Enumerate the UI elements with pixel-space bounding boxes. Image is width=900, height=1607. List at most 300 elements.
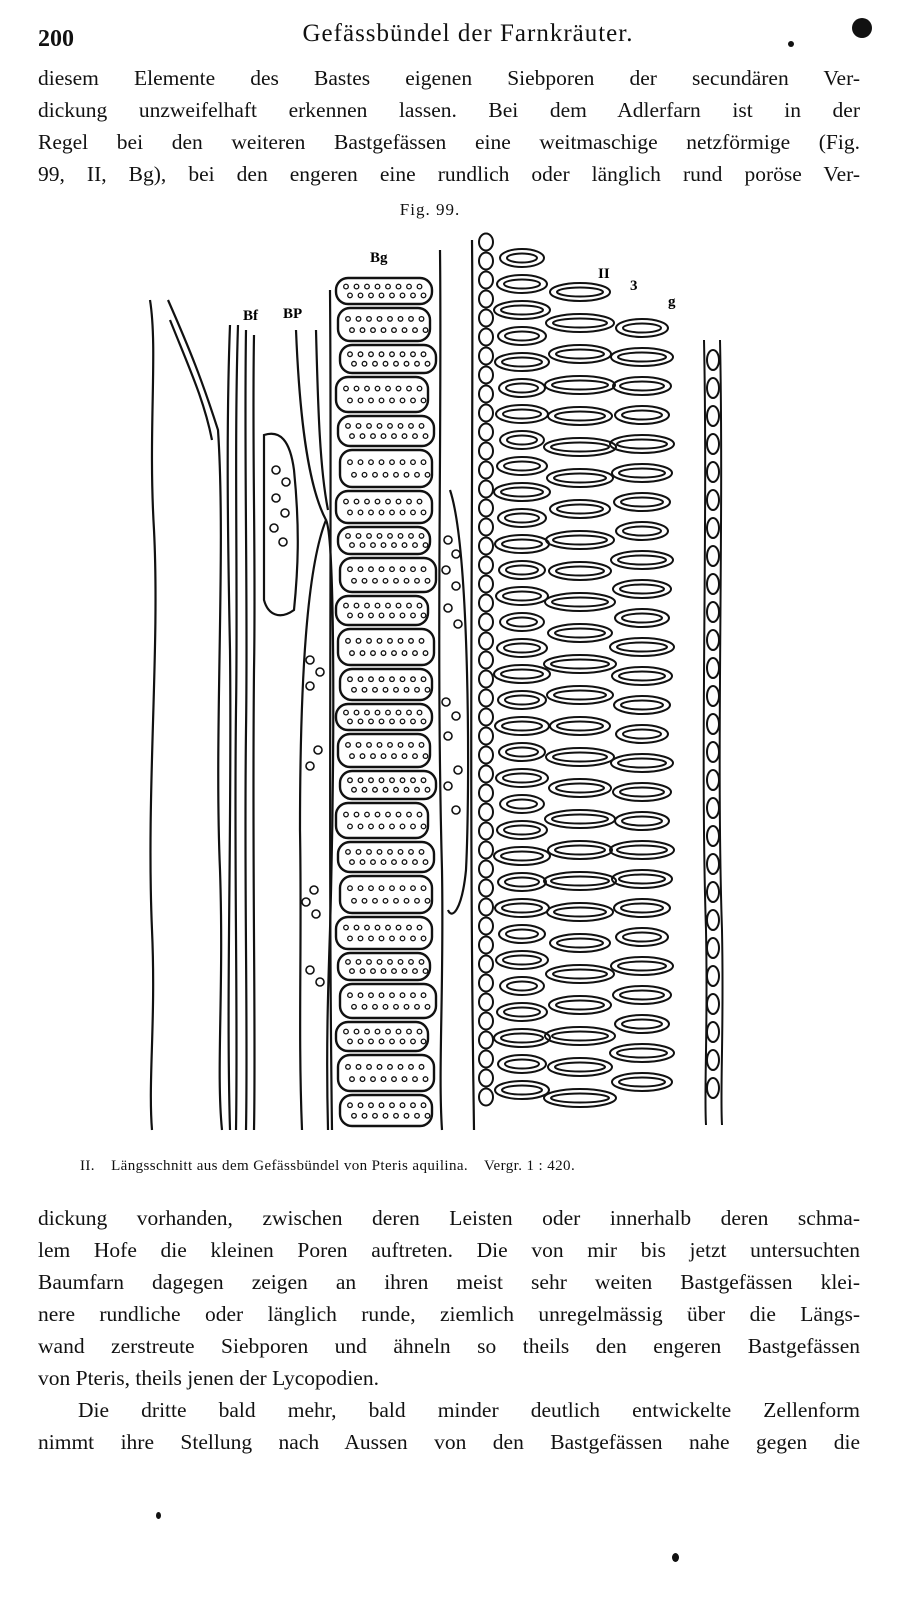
border-cell (707, 1022, 719, 1042)
sieve-pore (356, 850, 361, 855)
sieve-pore (419, 960, 424, 965)
sieve-pore (390, 398, 395, 403)
sieve-cell (340, 1095, 432, 1126)
sieve-pore (407, 499, 412, 504)
sieve-pore (417, 284, 422, 289)
sieve-pore (421, 719, 426, 724)
sieve-cell (338, 734, 430, 767)
sieve-pore (358, 398, 363, 403)
sieve-pore (348, 719, 353, 724)
pit-inner (554, 908, 606, 917)
pit-outer (494, 665, 550, 683)
pit-inner (553, 319, 607, 328)
sieve-pore (369, 778, 374, 783)
sieve-pore (398, 850, 403, 855)
pit-inner (504, 462, 540, 471)
bead-cell (479, 652, 493, 669)
sieve-pore (348, 567, 353, 572)
sieve-pore (400, 936, 405, 941)
pit-outer (494, 301, 550, 319)
pit-outer (549, 345, 611, 363)
pit-outer (495, 353, 549, 371)
pit-inner (505, 514, 539, 523)
pore (302, 898, 310, 906)
sieve-pore (362, 787, 367, 792)
pit-inner (622, 411, 662, 420)
sieve-pore (390, 886, 395, 891)
sieve-pore (419, 743, 424, 748)
sieve-pore (369, 719, 374, 724)
pit-inner (501, 852, 543, 861)
sieve-pore (396, 499, 401, 504)
border-cell (707, 714, 719, 734)
sieve-pore (348, 677, 353, 682)
pore (279, 538, 287, 546)
cell-wall-line (439, 250, 442, 1130)
sieve-pore (421, 778, 426, 783)
sieve-pore (411, 719, 416, 724)
sieve-pore (413, 1077, 418, 1082)
sieve-pore (379, 567, 384, 572)
sieve-pore (377, 639, 382, 644)
sieve-pore (373, 898, 378, 903)
sieve-pore (421, 677, 426, 682)
bead-cell (479, 329, 493, 346)
label-ii: II (598, 266, 610, 282)
sieve-pore (352, 578, 357, 583)
sieve-cell (338, 527, 430, 554)
sieve-pore (388, 639, 393, 644)
sieve-pore (381, 434, 386, 439)
sieve-pore (407, 710, 412, 715)
sieve-pore (360, 543, 365, 548)
sieve-pore (369, 613, 374, 618)
sieve-pore (409, 960, 414, 965)
sieve-pore (344, 603, 349, 608)
pit-inner (555, 629, 605, 638)
pit-inner (556, 350, 604, 359)
sieve-pore (358, 510, 363, 515)
pit-outer (613, 986, 671, 1004)
sieve-pore (362, 578, 367, 583)
sieve-cell (336, 917, 432, 949)
sieve-pore (352, 1004, 357, 1009)
sieve-pore (354, 499, 359, 504)
sieve-pore (354, 386, 359, 391)
sieve-pore (383, 472, 388, 477)
sieve-pore (394, 472, 399, 477)
border-cell (707, 574, 719, 594)
pore (444, 604, 452, 612)
sieve-pore (390, 993, 395, 998)
sieve-pore (413, 328, 418, 333)
sieve-pore (390, 1039, 395, 1044)
sieve-pore (352, 1113, 357, 1118)
bead-cell (479, 823, 493, 840)
pit-outer (544, 438, 616, 456)
sieve-pore (419, 1065, 424, 1070)
sieve-pore (356, 743, 361, 748)
pit-inner (506, 384, 538, 393)
sieve-pore (423, 543, 428, 548)
pit-inner (503, 410, 541, 419)
bead-cell (479, 1051, 493, 1068)
cell-wall-line (150, 300, 156, 1130)
sieve-pore (365, 284, 370, 289)
sieve-pore (386, 284, 391, 289)
sieve-pore (348, 1103, 353, 1108)
border-cell (707, 1050, 719, 1070)
sieve-pore (375, 1029, 380, 1034)
border-cell (707, 490, 719, 510)
sieve-pore (394, 787, 399, 792)
pore (452, 806, 460, 814)
sieve-pore (348, 510, 353, 515)
sieve-pore (398, 424, 403, 429)
pit-inner (619, 469, 665, 478)
scalariform-vessel-pits (494, 249, 719, 1107)
sieve-pore (411, 398, 416, 403)
sieve-pore (390, 613, 395, 618)
pit-outer (610, 638, 674, 656)
pore (316, 668, 324, 676)
sieve-pore (411, 1103, 416, 1108)
sieve-pore (407, 603, 412, 608)
sieve-pore (388, 960, 393, 965)
pit-outer (544, 872, 616, 890)
sieve-pore (379, 719, 384, 724)
pit-inner (504, 644, 540, 653)
sieve-pore (354, 925, 359, 930)
pore (306, 682, 314, 690)
border-cell (707, 1078, 719, 1098)
sieve-pore (348, 993, 353, 998)
caption-numeral: II. (80, 1158, 95, 1174)
bead-cell (479, 766, 493, 783)
border-cell (707, 518, 719, 538)
border-cell (707, 798, 719, 818)
sieve-pore (371, 434, 376, 439)
border-cell (707, 826, 719, 846)
sieve-pore (411, 460, 416, 465)
sieve-pore (381, 754, 386, 759)
sieve-pore (415, 898, 420, 903)
sieve-pore (411, 352, 416, 357)
sieve-pore (369, 567, 374, 572)
pore (306, 656, 314, 664)
paragraph-bottom (38, 1394, 860, 1458)
pit-outer (548, 624, 612, 642)
sieve-pore (415, 687, 420, 692)
bead-cell (479, 462, 493, 479)
sieve-pore (400, 352, 405, 357)
sieve-pore (375, 499, 380, 504)
pit-inner (557, 722, 603, 731)
sieve-pore (398, 534, 403, 539)
text-line: nimmt ihre Stellung nach Aussen von den Bastgefässen nahe gegen die (38, 1430, 860, 1454)
sieve-pore (421, 567, 426, 572)
bead-cell (479, 481, 493, 498)
sieve-pore (425, 1113, 430, 1118)
sieve-cell (340, 876, 432, 913)
pit-inner (505, 878, 539, 887)
sieve-pore (388, 317, 393, 322)
pore (272, 494, 280, 502)
sieve-pore (398, 743, 403, 748)
pit-inner (554, 691, 606, 700)
sieve-pore (350, 860, 355, 865)
sieve-pore (421, 993, 426, 998)
pit-inner (617, 643, 667, 652)
bead-cell (479, 880, 493, 897)
border-cell (707, 462, 719, 482)
pore (306, 966, 314, 974)
sieve-cell (340, 669, 432, 700)
pit-outer (612, 870, 672, 888)
pit-outer (547, 686, 613, 704)
pore (444, 536, 452, 544)
sieve-pore (390, 677, 395, 682)
bead-cell (479, 937, 493, 954)
sieve-pore (369, 1103, 374, 1108)
text-line: dickung unzweifelhaft erkennen lassen. Bei dem Adlerfarn ist in der (38, 98, 860, 122)
sieve-pore (369, 677, 374, 682)
sieve-pore (371, 651, 376, 656)
sieve-pore (360, 1077, 365, 1082)
sieve-pore (344, 1029, 349, 1034)
sieve-pore (417, 710, 422, 715)
bead-cell (479, 519, 493, 536)
border-cell (707, 350, 719, 370)
sieve-cell (336, 278, 432, 304)
sieve-pore (425, 1004, 430, 1009)
sieve-pore (383, 1004, 388, 1009)
pit-inner (621, 904, 663, 913)
pore (312, 910, 320, 918)
pit-outer (611, 957, 673, 975)
sieve-pore (362, 361, 367, 366)
sieve-pore (402, 328, 407, 333)
right-border (704, 340, 723, 1125)
border-cell (707, 686, 719, 706)
sieve-pore (369, 398, 374, 403)
sieve-pore (379, 824, 384, 829)
border-cell (707, 882, 719, 902)
sieve-pore (377, 424, 382, 429)
sieve-pore (373, 472, 378, 477)
pit-inner (504, 826, 540, 835)
sieve-pore (381, 860, 386, 865)
pit-inner (551, 443, 609, 452)
pit-inner (618, 353, 666, 362)
sieve-pore (423, 860, 428, 865)
sieve-pore (379, 778, 384, 783)
sieve-pore (377, 534, 382, 539)
bead-cell (479, 728, 493, 745)
pit-inner (557, 505, 603, 514)
cell-wall-line (316, 330, 328, 510)
bead-cell (479, 1032, 493, 1049)
bead-cell (479, 994, 493, 1011)
pit-inner (553, 536, 607, 545)
pit-inner (507, 436, 537, 445)
border-cell (707, 966, 719, 986)
sieve-pore (352, 787, 357, 792)
border-cell (707, 630, 719, 650)
pit-outer (546, 314, 614, 332)
sieve-pore (409, 534, 414, 539)
sieve-pore (400, 993, 405, 998)
pit-inner (501, 1034, 543, 1043)
sieve-pore (362, 1113, 367, 1118)
sieve-pore (425, 687, 430, 692)
sieve-pore (392, 328, 397, 333)
pit-outer (544, 1089, 616, 1107)
sieve-pore (425, 578, 430, 583)
ink-speck (156, 1512, 161, 1519)
sieve-pore (417, 1029, 422, 1034)
pit-outer (547, 469, 613, 487)
pit-inner (620, 991, 664, 1000)
bead-cell (479, 500, 493, 517)
bead-cell (479, 861, 493, 878)
sieve-pore (367, 534, 372, 539)
border-cell (707, 434, 719, 454)
sieve-pore (411, 778, 416, 783)
sieve-cell (340, 558, 436, 592)
sieve-pore (344, 284, 349, 289)
border-cell (707, 406, 719, 426)
sieve-pore (411, 993, 416, 998)
text-line: nere rundliche oder länglich runde, ziemlich unregelmässig über die Längs- (38, 1302, 860, 1326)
sieve-pore (358, 993, 363, 998)
sieve-pore (413, 434, 418, 439)
ink-speck (788, 41, 794, 47)
sieve-pore (381, 1077, 386, 1082)
sieve-pore (404, 578, 409, 583)
pit-outer (614, 899, 670, 917)
sieve-pore (390, 510, 395, 515)
sieve-pore (396, 284, 401, 289)
bead-cell (479, 1089, 493, 1106)
bead-cell (479, 576, 493, 593)
sieve-pore (390, 719, 395, 724)
sieve-pore (423, 434, 428, 439)
label-bp: BP (283, 306, 303, 322)
sieve-pore (369, 936, 374, 941)
pit-outer (611, 754, 673, 772)
sieve-pore (365, 1029, 370, 1034)
sieve-pore (379, 993, 384, 998)
sieve-pore (396, 925, 401, 930)
sieve-pore (358, 677, 363, 682)
sieve-pore (375, 603, 380, 608)
sieve-pore (379, 1103, 384, 1108)
sieve-pore (421, 886, 426, 891)
pore (306, 762, 314, 770)
bead-cell (479, 272, 493, 289)
sieve-pore (411, 677, 416, 682)
sieve-pore (390, 1103, 395, 1108)
sieve-pore (346, 850, 351, 855)
pit-inner (506, 566, 538, 575)
pit-outer (544, 655, 616, 673)
pit-outer (546, 531, 614, 549)
sieve-pore (373, 787, 378, 792)
sieve-pore (371, 860, 376, 865)
border-cell (707, 910, 719, 930)
sieve-pore (421, 460, 426, 465)
pit-outer (610, 435, 674, 453)
sieve-pore (365, 710, 370, 715)
bead-cell (479, 690, 493, 707)
bead-cell (479, 310, 493, 327)
sieve-pore (386, 812, 391, 817)
pit-outer (612, 1073, 672, 1091)
pit-inner (507, 254, 537, 263)
pit-inner (552, 815, 608, 824)
pit-inner (621, 498, 663, 507)
sieve-pore (396, 603, 401, 608)
sieve-pore (402, 651, 407, 656)
sieve-pore (404, 898, 409, 903)
pit-outer (495, 899, 549, 917)
bead-cell (479, 671, 493, 688)
sieve-pore (390, 460, 395, 465)
sieve-pore (407, 284, 412, 289)
sieve-pore (400, 1039, 405, 1044)
pit-inner (502, 358, 542, 367)
text-line: von Pteris, theils jenen der Lycopodien. (38, 1366, 379, 1390)
sieve-pore (415, 361, 420, 366)
sieve-pore (369, 824, 374, 829)
sieve-pore (369, 1039, 374, 1044)
pit-inner (552, 598, 608, 607)
border-cell (707, 378, 719, 398)
sieve-pore (392, 434, 397, 439)
sieve-pore (360, 328, 365, 333)
sieve-pore (421, 1039, 426, 1044)
pit-outer (546, 965, 614, 983)
sieve-pore (346, 424, 351, 429)
pore (282, 478, 290, 486)
sieve-pore (390, 567, 395, 572)
left-tissue (150, 300, 333, 1130)
sieve-pore (386, 1029, 391, 1034)
pit-inner (620, 585, 664, 594)
pore (272, 466, 280, 474)
sieve-pore (390, 824, 395, 829)
pit-outer (614, 696, 670, 714)
sieve-pore (371, 1077, 376, 1082)
sieve-pore (362, 687, 367, 692)
sieve-pore (360, 651, 365, 656)
bead-cell (479, 348, 493, 365)
pit-outer (613, 783, 671, 801)
pore (452, 582, 460, 590)
sieve-pore (369, 293, 374, 298)
pit-outer (615, 1015, 669, 1033)
caption-magnification: Vergr. 1 : 420. (483, 1158, 576, 1174)
sieve-pore (417, 386, 422, 391)
caption-text: Längsschnitt aus dem Gefässbündel von Pteris aquilina. (111, 1158, 469, 1174)
pore (314, 746, 322, 754)
pit-inner (620, 788, 664, 797)
sieve-pore (415, 1004, 420, 1009)
pit-outer (613, 580, 671, 598)
sieve-pore (417, 812, 422, 817)
pit-outer (549, 996, 611, 1014)
